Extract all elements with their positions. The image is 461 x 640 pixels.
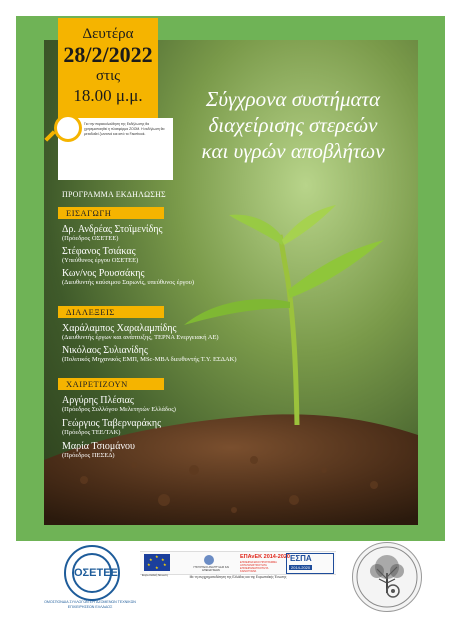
speaker-name: Στέφανος Τσιάκας bbox=[62, 246, 136, 257]
speaker-role: (Διευθυντής έργων και ανάπτυξης, ΤΕΡΝΑ Ενεργειακή ΑΕ) bbox=[62, 334, 219, 341]
ministry-label: ΥΠΟΥΡΓΕΙΟ ΑΝΑΠΤΥΞΗΣ ΚΑΙ ΕΠΕΝΔΥΣΕΩΝ bbox=[192, 566, 230, 572]
event-title bbox=[168, 86, 418, 164]
magnifier-icon bbox=[54, 114, 82, 142]
osetee-caption: ΟΜΟΣΠΟΝΔΙΑ ΣΥΛΛΟΓΩΝ ΕΡΓΑΖΟΜΕΝΩΝ ΤΕΧΝΙΚΩΝ ΕΠΙΧΕΙΡΗΣΕΩΝ ΕΛΛΑΔΟΣ bbox=[44, 600, 136, 609]
tree-icon bbox=[353, 543, 421, 611]
speaker-role: (Πρόεδρος ΟΣΕΤΕΕ) bbox=[62, 235, 119, 242]
speaker-role: (Πρόεδρος ΤΕΕ/ΤΑΚ) bbox=[62, 429, 121, 436]
espa-logo bbox=[286, 553, 334, 574]
osetee-logo-text: ΟΣΕΤΕΕ bbox=[72, 553, 112, 593]
section-greetings: ΧΑΙΡΕΤΙΖΟΥΝ bbox=[58, 378, 164, 390]
speaker bbox=[62, 441, 135, 460]
speaker bbox=[62, 224, 163, 243]
speaker-name: Δρ. Ανδρέας Στοϊμενίδης bbox=[62, 224, 163, 235]
event-time: 18.00 μ.μ. bbox=[73, 86, 143, 105]
osetee-logo bbox=[64, 545, 120, 601]
speaker bbox=[62, 418, 161, 437]
speaker-name: Αργύρης Πλέσιας bbox=[62, 395, 134, 406]
speaker bbox=[62, 323, 219, 342]
event-day: Δευτέρα bbox=[82, 26, 134, 42]
speaker bbox=[62, 345, 237, 364]
speaker-role: (Πολιτικός Μηχανικός ΕΜΠ, MSc-MBA διευθυντής Τ.Υ. ΕΣΔΑΚ) bbox=[62, 356, 237, 363]
info-note bbox=[58, 118, 173, 180]
title-line-3: και υγρών αποβλήτων bbox=[201, 139, 385, 163]
epanek-subtitle: ΕΠΙΧΕΙΡΗΣΙΑΚΟ ΠΡΟΓΡΑΜΜΑ ΑΝΤΑΓΩΝΙΣΤΙΚΟΤΗΤΑ ΕΠΙΧΕΙΡΗΜΑΤΙΚΟΤΗΤΑ ΚΑΙΝΟΤΟΜΙΑ bbox=[240, 561, 277, 573]
speaker bbox=[62, 246, 138, 265]
epanek-label: ΕΠΑνΕΚ 2014-2020 bbox=[240, 554, 290, 560]
speaker-role: (Πρόεδρος Συλλόγου Μελετητών Ελλάδος) bbox=[62, 406, 176, 413]
date-box bbox=[58, 18, 158, 118]
tree-emblem-logo bbox=[352, 542, 422, 612]
cofunding-text: Με τη συγχρηματοδότηση της Ελλάδας και της Ευρωπαϊκής Ένωσης bbox=[189, 575, 287, 579]
speaker-name: Νικόλαος Συλιανίδης bbox=[62, 345, 148, 356]
title-line-2: διαχείρισης στερεών bbox=[208, 113, 378, 137]
espa-years: 2014-2020 bbox=[291, 565, 311, 570]
speaker-name: Κων/νος Ρουσσάκης bbox=[62, 268, 145, 279]
speaker-role: (Διευθυντής καύσιμου Σαρωνίς, υπεύθυνος έργου) bbox=[62, 279, 195, 286]
funding-logos-strip bbox=[140, 551, 336, 575]
speaker-role: (Υπεύθυνος έργου ΟΣΕΤΕΕ) bbox=[62, 257, 139, 264]
section-intro: ΕΙΣΑΓΩΓΗ bbox=[58, 207, 164, 219]
espa-title: ΕΣΠΑ bbox=[290, 554, 312, 563]
section-lectures: ΔΙΑΛΕΞΕΙΣ bbox=[58, 306, 164, 318]
speaker-name: Χαράλαμπος Χαραλαμπίδης bbox=[62, 323, 177, 334]
speaker-name: Γεώργιος Ταβερναράκης bbox=[62, 418, 162, 429]
speaker bbox=[62, 268, 194, 287]
eu-label: Ευρωπαϊκή Ένωση bbox=[142, 573, 168, 577]
program-heading: ΠΡΟΓΡΑΜΜΑ ΕΚΔΗΛΩΣΗΣ bbox=[62, 190, 166, 199]
event-at: στις bbox=[95, 68, 121, 84]
speaker bbox=[62, 395, 176, 414]
eu-flag-icon: ★ ★ ★ ★ ★ ★ bbox=[144, 554, 170, 571]
speaker-name: Μαρία Τσιομάνου bbox=[62, 441, 135, 452]
greek-emblem-icon bbox=[204, 555, 214, 565]
title-line-1: Σύγχρονα συστήματα bbox=[205, 87, 381, 111]
note-text: Για την παρακολούθηση της Εκδήλωσης θα χρησιμοποιηθεί η πλατφόρμα ZOOM. Η εκδήλωση θα μεταδοθεί ζωντανά και από το Facebook. bbox=[84, 122, 165, 136]
speaker-role: (Πρόεδρος ΠΕΣΕΔ) bbox=[62, 452, 115, 459]
event-date: 28/2/2022 bbox=[63, 42, 153, 67]
